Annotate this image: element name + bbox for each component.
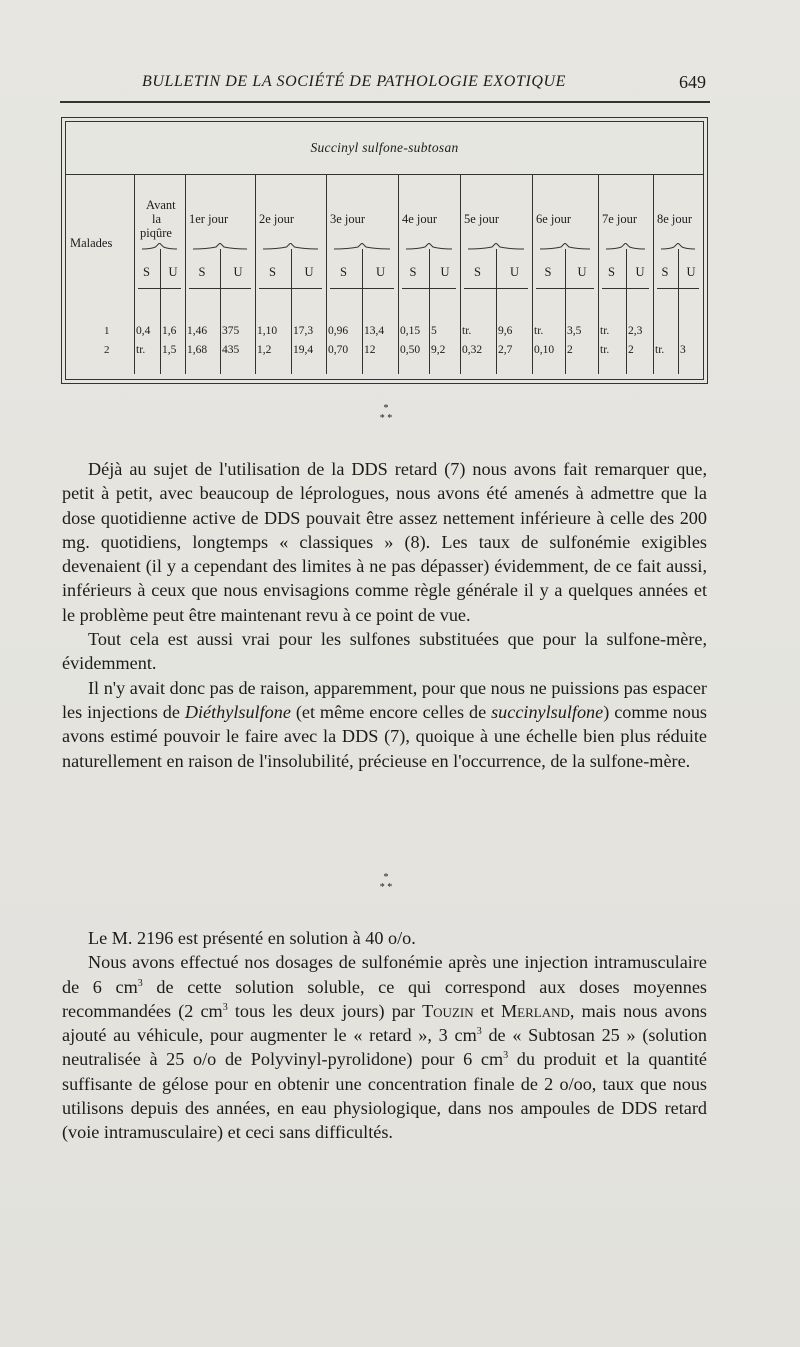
table-cell: 2,3 bbox=[628, 325, 643, 337]
column-header-day: 8e jour bbox=[657, 212, 693, 226]
header-brace bbox=[142, 243, 177, 251]
superscript-3: 3 bbox=[222, 1001, 228, 1013]
table-cell: tr. bbox=[534, 325, 544, 337]
running-head bbox=[60, 70, 710, 96]
table-title: Succinyl sulfone-subtosan bbox=[310, 140, 459, 155]
table-column-rule bbox=[653, 174, 654, 374]
table-cell: 0,96 bbox=[328, 325, 349, 337]
table-subcolumn-rule bbox=[496, 249, 497, 374]
table-cell: 13,4 bbox=[364, 325, 385, 337]
p5-text-a: Nous avons effectué nos dosages de sulfonémie après une injection intramusculaire de 6 cm bbox=[62, 952, 707, 997]
column-header-u: U bbox=[376, 265, 386, 279]
table-cell: tr. bbox=[136, 344, 146, 356]
header-brace bbox=[661, 243, 695, 251]
table-cell: 1,68 bbox=[187, 344, 208, 356]
body-text-2 bbox=[62, 926, 707, 1145]
table-subcolumn-rule bbox=[291, 249, 292, 374]
table-cell: 0,15 bbox=[400, 325, 421, 337]
author-merland: Merland bbox=[501, 1000, 570, 1021]
column-header-s: S bbox=[143, 265, 150, 279]
column-header-s: S bbox=[340, 265, 347, 279]
table-subcolumn-rule bbox=[160, 249, 161, 374]
column-header-s: S bbox=[608, 265, 615, 279]
superscript-3: 3 bbox=[476, 1026, 482, 1038]
p5-text-e: , mais nous avons ajouté au véhicule, pour augmenter le « retard », 3 cm bbox=[62, 1000, 707, 1046]
table-cell: tr. bbox=[655, 344, 665, 356]
table-column-rule bbox=[134, 174, 135, 374]
table-cell: 19,4 bbox=[293, 344, 314, 356]
table-cell: 435 bbox=[222, 344, 240, 356]
paragraph-injections bbox=[62, 676, 707, 773]
table-cell: tr. bbox=[462, 325, 472, 337]
table-column-rule bbox=[326, 174, 327, 374]
separator-stars: * * bbox=[379, 413, 393, 424]
p5-text-g: du produit et la quantité suffisante de gélose pour en obtenir une concentration finale de 2 o/oo, taux que nous utilisons depuis des années, en eau physiologique, dans nos ampoules de DDS retard (voie intramusculaire) et ceci sans difficultés. bbox=[62, 1049, 707, 1143]
section-separator-2 bbox=[356, 873, 416, 893]
superscript-3: 3 bbox=[503, 1050, 509, 1062]
column-header-u: U bbox=[168, 265, 178, 279]
header-brace bbox=[606, 243, 645, 251]
column-header-s: S bbox=[269, 265, 276, 279]
column-header-u: U bbox=[510, 265, 520, 279]
p3-text-b: (et même encore celles de bbox=[290, 701, 492, 722]
column-header-u: U bbox=[440, 265, 450, 279]
header-brace bbox=[334, 243, 390, 251]
table-cell: 0,4 bbox=[136, 325, 151, 337]
section-separator-1 bbox=[356, 404, 416, 424]
author-touzin: Touzin bbox=[422, 1000, 474, 1021]
column-header-u: U bbox=[304, 265, 314, 279]
column-header-day: 2e jour bbox=[259, 212, 295, 226]
p5-text-f: de « Subtosan 25 » (solution neutralisée à 25 o/o de Polyvinyl-pyrolidone) pour 6 cm bbox=[62, 1025, 707, 1070]
table-cell: 9,6 bbox=[498, 325, 513, 337]
separator-star: * bbox=[383, 872, 389, 883]
paragraph-dosages bbox=[62, 950, 707, 1144]
column-header-s: S bbox=[544, 265, 552, 279]
table-cell: 5 bbox=[431, 325, 437, 337]
p5-text-b: de cette solution soluble, ce qui correspond aux doses moyennes recommandées (2 cm bbox=[62, 976, 707, 1021]
superscript-3: 3 bbox=[137, 977, 143, 989]
table-column-rule bbox=[255, 174, 256, 374]
table-column-rule bbox=[598, 174, 599, 374]
table-subcolumn-rule bbox=[429, 249, 430, 374]
separator-star: * bbox=[383, 403, 389, 414]
column-header-s: S bbox=[474, 265, 481, 279]
column-header-avant: la bbox=[152, 212, 162, 226]
table-title-rule bbox=[66, 174, 703, 175]
table-column-rule bbox=[460, 174, 461, 374]
column-header-day: 3e jour bbox=[330, 212, 366, 226]
table-cell: 2,7 bbox=[498, 344, 513, 356]
separator-stars: * * bbox=[379, 882, 393, 893]
header-brace bbox=[406, 243, 452, 251]
table-cell: 1,10 bbox=[257, 325, 278, 337]
table-cell: 17,3 bbox=[293, 325, 314, 337]
table-cell: tr. bbox=[600, 325, 610, 337]
column-header-avant: piqûre bbox=[140, 226, 172, 240]
table-cell: 1,5 bbox=[162, 344, 177, 356]
table-cell: 3 bbox=[680, 344, 686, 356]
table-subcolumn-rule bbox=[626, 249, 627, 374]
row-id: 2 bbox=[104, 344, 110, 356]
table-cell: tr. bbox=[600, 344, 610, 356]
term-succinylsulfone: succinylsulfone bbox=[491, 701, 604, 722]
header-rule bbox=[60, 101, 710, 103]
header-brace bbox=[540, 243, 590, 251]
sulfonemia-table bbox=[61, 117, 708, 384]
header-brace bbox=[193, 243, 247, 251]
table-subcolumn-rule bbox=[362, 249, 363, 374]
p3-text-a: Il n'y avait donc pas de raison, apparemment, pour que nous ne puissions pas espacer les injections de bbox=[62, 677, 707, 722]
column-header-u: U bbox=[686, 265, 696, 279]
column-header-u: U bbox=[635, 265, 645, 279]
column-header-u: U bbox=[233, 265, 243, 279]
header-brace bbox=[263, 243, 318, 251]
column-header-s: S bbox=[198, 265, 206, 279]
table-inner-frame bbox=[65, 121, 704, 380]
column-header-day: 1er jour bbox=[189, 212, 229, 226]
table-subcolumn-rule bbox=[678, 249, 679, 374]
column-header-malades: Malades bbox=[70, 236, 113, 250]
paragraph-dds-retard: Déjà au sujet de l'utilisation de la DDS retard (7) nous avons fait remarquer que, petit à petit, avec beaucoup de léprologues, nous avons été amenés à admettre que la dose quotidienne active de DDS pouvait être assez nettement inférieure à celle des 200 mg. quotidiens, longtemps « classiques » (8). Les taux de sulfonémie exigibles devenaient (il y a cependant des limites à ne pas dépasser) évidemment, de ce fait aussi, inférieurs à ceux que nous envisagions comme règle générale il y a quelques années et le problème peut être maintenant revu à ce point de vue. bbox=[62, 459, 707, 625]
column-header-day: 6e jour bbox=[536, 212, 572, 226]
table-cell: 12 bbox=[364, 344, 376, 356]
table-cell: 1,6 bbox=[162, 325, 177, 337]
table-column-rule bbox=[185, 174, 186, 374]
paragraph-sulfones: Tout cela est aussi vrai pour les sulfones substituées que pour la sulfone-mère, évidemment. bbox=[62, 629, 707, 674]
column-header-day: 4e jour bbox=[402, 212, 438, 226]
table-column-rule bbox=[398, 174, 399, 374]
column-header-u: U bbox=[577, 265, 587, 279]
table-cell: 0,70 bbox=[328, 344, 349, 356]
column-header-day: 5e jour bbox=[464, 212, 500, 226]
table-cell: 0,50 bbox=[400, 344, 421, 356]
column-header-avant: Avant bbox=[146, 198, 176, 212]
row-id: 1 bbox=[104, 325, 110, 337]
table-cell: 2 bbox=[628, 344, 634, 356]
paragraph-m2196: Le M. 2196 est présenté en solution à 40 o/o. bbox=[88, 928, 416, 948]
table-subcolumn-rule bbox=[565, 249, 566, 374]
table-subcolumn-rule bbox=[220, 249, 221, 374]
p5-text-d: et bbox=[473, 1000, 502, 1021]
page-number: 649 bbox=[679, 72, 706, 92]
table-cell: 1,2 bbox=[257, 344, 272, 356]
table-cell: 0,10 bbox=[534, 344, 555, 356]
table-cell: 9,2 bbox=[431, 344, 446, 356]
p3-text-c: ) comme nous avons estimé pouvoir le faire avec la DDS (7), quoique à une échelle bien plus réduite naturellement en raison de l'insolubilité, précieuse en l'occurrence, de la sulfone-mère. bbox=[62, 701, 707, 771]
table-cell: 0,32 bbox=[462, 344, 483, 356]
column-header-s: S bbox=[661, 265, 669, 279]
running-title: BULLETIN DE LA SOCIÉTÉ DE PATHOLOGIE EXOTIQUE bbox=[142, 73, 567, 90]
table-cell: 3,5 bbox=[567, 325, 582, 337]
body-text-1 bbox=[62, 457, 707, 773]
table-cell: 1,46 bbox=[187, 325, 208, 337]
column-header-day: 7e jour bbox=[602, 212, 638, 226]
table-cell: 375 bbox=[222, 325, 240, 337]
header-brace bbox=[468, 243, 524, 251]
term-diethylsulfone: Diéthylsulfone bbox=[184, 701, 291, 722]
p5-text-c: tous les deux jours) par bbox=[227, 1000, 423, 1021]
table-column-rule bbox=[532, 174, 533, 374]
table-cell: 2 bbox=[567, 344, 573, 356]
column-header-s: S bbox=[409, 265, 417, 279]
